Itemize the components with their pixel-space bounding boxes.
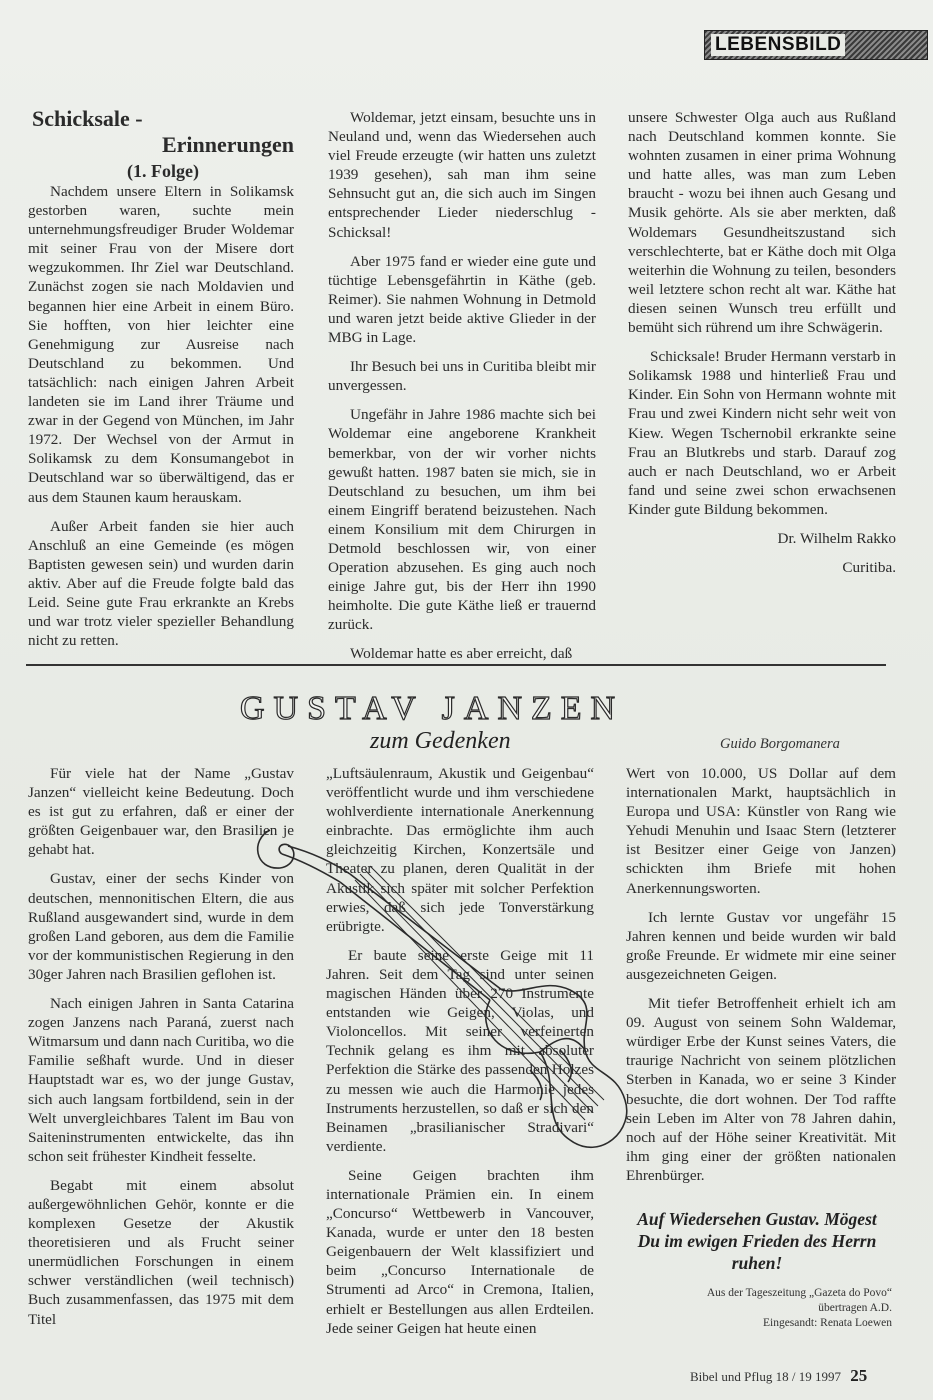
page-footer [690, 1366, 867, 1386]
article1-column-2 [328, 108, 596, 674]
article2-col1-paragraph: Nach einigen Jahren in Santa Catarina zogen Janzens nach Paraná, zuerst nach Witmarsum und dann nach Curitiba, wo die Familie seßhaft wurde. Und in dieser Hauptstadt war es, wo der junge Gustav, sich auch langsam fortbildend, sein in der Welt unvergleichbares Talent im Bau von Saiteninstrumenten entwickelte, das ihn schon seit frühester Kindheit fesselte. [28, 995, 294, 1165]
article1-col3-paragraph: unsere Schwester Olga auch aus Rußland nach Deutschland kommen konnte. Sie wohnten zusamen in einer prima Wohnung und hatte alles, was man zum Leben braucht - wozu bei ihnen auch Gesang und Musik gehörte. Als sie aber merkten, daß Woldemars Gesundheitszustand sich verschlechterte, bat er Käthe doch mit Olga weiterhin die Wohnung zu teilen, besonders weil letztere schon recht alt war. Käthe hat diesen seinen Wunsch treu erfüllt und bemüht sich rührend um ihre Schwägerin. [628, 109, 896, 337]
article1-col3-paragraph: Schicksale! Bruder Hermann verstarb in Solikamsk 1988 und hinterließ Frau und Kinder. Ein Sohn von Hermann wohnte mit Frau und zwei Kindern nicht sehr weit von Kiew. Wegen Tschernobil erkrankte seine Frau an Blutkrebs und starb. Darauf zog auch er nach Deutschland, wo er Arbeit fand und seine zwei schon erwachsenen Kinder gute Bildung bekommen. [628, 348, 896, 518]
article1-signature-name: Dr. Wilhelm Rakko [777, 529, 896, 547]
credit-submitter: Eingesandt: Renata Loewen [762, 1317, 892, 1329]
article2-col1-paragraph: Gustav, einer der sechs Kinder von deutschen, mennonitischen Eltern, die aus Rußland ausgewandert sind, wurde in dem großen Land geboren, aus dem die Familie vor der kommunistischen Regierung in den 30ger Jahren nach Brasilien geflohen ist. [28, 870, 294, 983]
article2-column-3 [626, 764, 896, 1195]
article2-col3-paragraph: Mit tiefer Betroffenheit erhielt ich am 09. August von seinem Sohn Waldemar, würdiger Erbe der Kunst seines Vaters, die traurige Nachricht von seinem plötzlichen Sterben in Kanada, wo er seine 3 Kinder besuchte, die dort wohnen. Der Tod raffte sein Leben im Alter von 78 Jahren dahin, noch auf der Höhe seiner Kreativität. Mit ihm ging einer der größten nationalen Ehrenbürger. [626, 995, 896, 1184]
article1-col2-paragraph: Aber 1975 fand er wieder eine gute und tüchtige Lebensgefährtin in Käthe (geb. Reimer). Sie nahmen Wohnung in Detmold und waren jetzt beide aktive Glieder in der MBG in Lage. [328, 252, 596, 347]
footer-year: 1997 [814, 1369, 841, 1384]
article1-col2-paragraph: Ihr Besuch bei uns in Curitiba bleibt mir unvergessen. [328, 358, 596, 395]
article1-col2-paragraph: Woldemar, jetzt einsam, besuchte uns in Neuland und, wenn das Wiedersehen auch viel Freude erzeugte (wir hatten uns zuletzt 1939 gesehen), sah man ihm seine Sehnsucht gut an, die sich auch im Singen entsprechender Lieder niederschlug - Schicksal! [328, 109, 596, 241]
section-tag-label: LEBENSBILD [711, 34, 845, 56]
article2-col1-paragraph: Begabt mit einem absolut außergewöhnlichen Gehör, konnte er die komplexen Gesetze der Akustik theoretisieren und als Frucht seiner unermüdlichen Forschungen in einem schwer verständlichen (weil technisch) Buch zusammenfassen, das 1975 mit dem Titel [28, 1176, 294, 1328]
section-tag [704, 30, 928, 60]
article1-column-3 [628, 108, 896, 587]
article1-col2-paragraph: Woldemar hatte es aber erreicht, daß [350, 645, 573, 663]
article1-title [32, 106, 294, 182]
article2-column-1 [28, 764, 294, 1339]
footer-issue: 18 / 19 [775, 1369, 812, 1384]
article2-col2-paragraph: Er baute seine erste Geige mit 11 Jahren. Seit dem Tag sind unter seinen magischen Händen über 270 Instrumente entstanden wie Geigen, Violas, und Violoncellos. Mit seiner verfeinerten Technik gelang es ihm mit absoluter Perfektion die Stärke des passenden Holzes zu messen wie auch die Harmonie jedes Instruments herzustellen, so daß er sich den Beinamen „brasilianischer Stradivari“ verdiente. [326, 946, 594, 1155]
article1-col2-paragraph: Ungefähr in Jahre 1986 machte sich bei Woldemar eine angeborene Krankheit bemerkbar, von der wir vorher nichts gewußt hatten. 1987 baten sie mich, sie in Deutschland zu besuchen, um ihm bei einem Eingriff beratend beizustehen. Nach einem Konsilium mit dem Chirurgen in Detmold beschlossen wir, von einer Operation abzusehen. Es ging auch noch einige Jahre gut, bis der Herr ihn 1990 heimholte. Die gute Käthe ließ er trauernd zurück. [328, 406, 596, 634]
article2-col3-paragraph: Wert von 10.000, US Dollar auf dem internationalen Markt, hauptsächlich in Europa und USA: Künstler von Rang wie Yehudi Menuhin und Isaac Stern (letzterer ist Besitzer einer Geige von Janzen) schickten ihm Briefe mit hohen Anerkennungsworten. [626, 765, 896, 897]
credit-translator: übertragen A.D. [818, 1302, 892, 1314]
article2-col1-paragraph: Für viele hat der Name „Gustav Janzen“ vielleicht keine Bedeutung. Doch es ist gut zu erfahren, daß er einer der größten Geigenbauer war, den Brasilien je gehabt hat. [28, 765, 294, 859]
footer-magazine: Bibel und Pflug [690, 1369, 773, 1384]
article1-col1-paragraph: Nachdem unsere Eltern in Solikamsk gestorben waren, suchte mein unternehmungsfreudiger Bruder Woldemar mit seiner Frau von der Misere dort wegzukommen. Ihr Ziel war Deutschland. Zunächst zogen sie nach Moldavien und begannen hier eine Arbeit in einem Büro. Sie hofften, von hier leichter eine Genehmigung zur Ausreise nach Deutschland zu bekommen. Und tatsächlich: nach einigen Jahren Arbeit landeten sie im Land ihrer Träume und zwar in der Gegend von München, im Jahr 1972. Der Wechsel von der Armut in Solikamsk zu dem Konsumangebot in Deutschland war so überwältigend, das er aus dem Staunen kaum herauskam. [28, 183, 294, 506]
article2-title: GUSTAV JANZEN [240, 690, 625, 727]
page-number: 25 [850, 1366, 868, 1385]
article1-col1-paragraph: Außer Arbeit fanden sie hier auch Anschluß an eine Gemeinde (es mögen Baptisten gewesen sein) und wurden darin aktiv. Aber auf die Freude folgte bald das Leid. Seine gute Frau erkrankte an Krebs und war trotz vieler spezieller Behandlung nicht zu retten. [28, 517, 294, 650]
article1-title-line2: Erinnerungen [161, 132, 294, 157]
article1-signature-place: Curitiba. [842, 559, 896, 577]
article1-title-line1: Schicksale - [32, 106, 143, 131]
article2-column-2 [326, 764, 594, 1348]
article2-credit [600, 1286, 892, 1331]
article2-col2-paragraph: „Luftsäulenraum, Akustik und Geigenbau“ veröffentlicht wurde und ihm verschiedene wohlverdiente internationale Anerkennung einbrachte. Das ermöglichte ihm auch gleichzeitig Kirchen, Konzertsäle und Theater zu planen, deren Qualität in der Akustik sich später mit solcher Perfektion erwies, daß sich jede Tonverstärkung erübrigte. [326, 765, 594, 935]
article2-farewell: Auf Wiedersehen Gustav. Mögest Du im ewigen Frieden des Herrn ruhen! [637, 1209, 877, 1273]
credit-source: Aus der Tageszeitung „Gazeta do Povo“ [706, 1287, 892, 1299]
section-divider [26, 664, 886, 666]
article2-author: Guido Borgomanera [720, 736, 840, 752]
article1-column-1 [28, 182, 294, 660]
article1-title-line3: (1. Folge) [127, 161, 199, 181]
article2-subtitle: zum Gedenken [370, 728, 511, 754]
article2-col3-paragraph: Ich lernte Gustav vor ungefähr 15 Jahren kennen und beide wurden wir bald große Freunde. Er widmete mir eine seiner ausgezeichneten Geigen. [626, 908, 896, 983]
article2-col2-paragraph: Seine Geigen brachten ihm internationale Prämien ein. In einem „Concurso“ Wettbewerb in Vancouver, Kanada, wurde er unter den 18 besten Geigenbauern der Welt klassifiziert und beim „Concurso Internationale de Strumenti ad Arco“ in Cremona, Italien, erhielt er Bestellungen aus allen Erdteilen. Jede seiner Geigen hat heute einen [326, 1166, 594, 1337]
